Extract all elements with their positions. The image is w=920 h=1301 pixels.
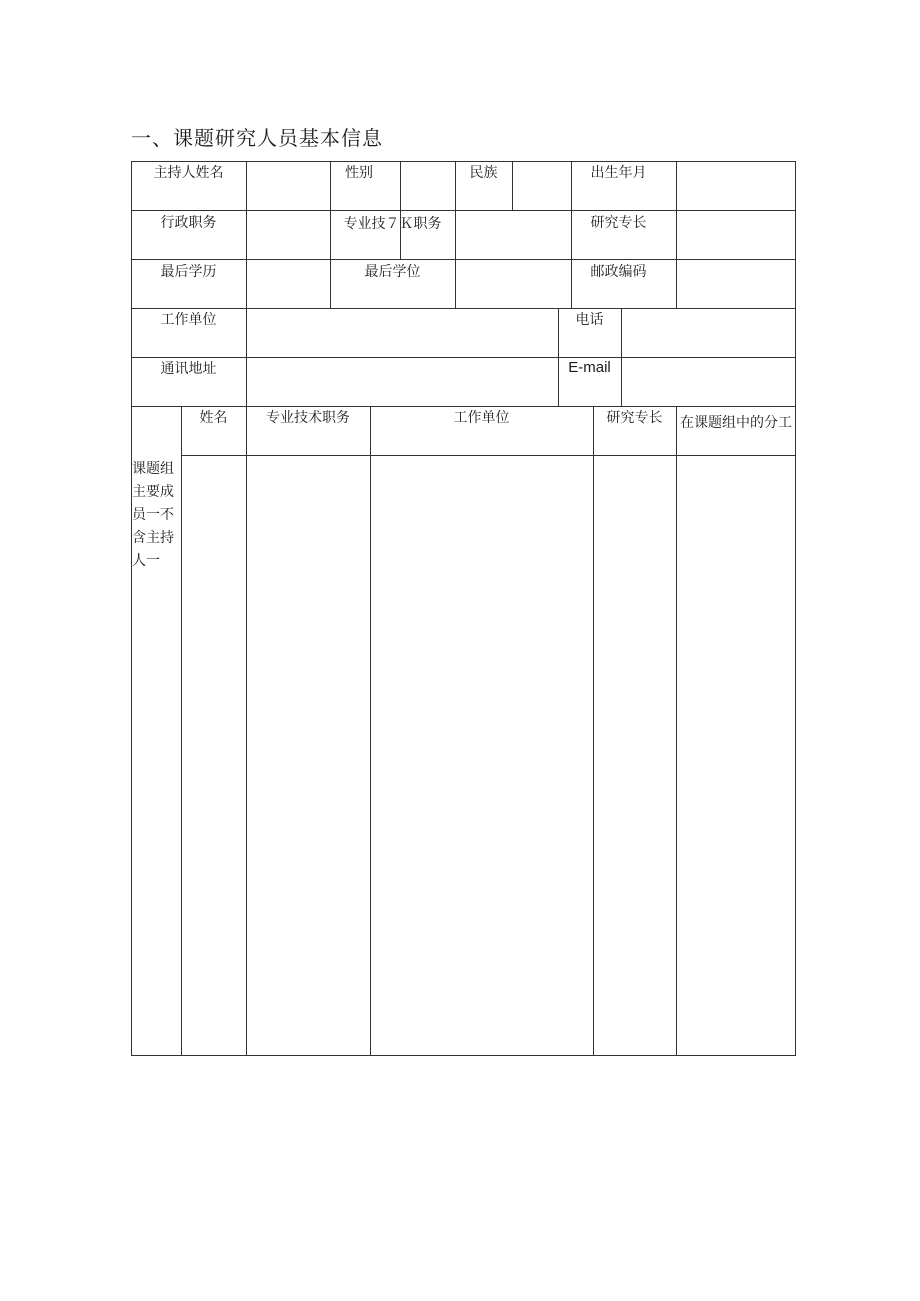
member-header-work-unit: 工作单位 (453, 410, 510, 426)
col-divider (512, 161, 513, 210)
label-research-specialty: 研究专长 (590, 215, 647, 231)
col-divider (593, 406, 594, 1055)
member-header-specialty: 研究专长 (606, 410, 663, 426)
label-tech-post: 专业技７Ｋ职务 (343, 215, 442, 231)
table-border-right (795, 161, 796, 1056)
member-header-tech-post: 专业技术职务 (266, 410, 350, 426)
label-work-unit: 工作单位 (160, 312, 217, 328)
member-header-name: 姓名 (199, 410, 228, 426)
label-last-education: 最后学历 (160, 264, 217, 280)
label-host-name: 主持人姓名 (153, 165, 224, 181)
col-divider (455, 259, 456, 308)
row-divider (131, 259, 796, 260)
label-admin-post: 行政职务 (160, 215, 217, 231)
page-title: 一、课题研究人员基本信息 (131, 126, 383, 150)
label-ethnicity: 民族 (469, 165, 498, 181)
row-divider (131, 210, 796, 211)
table-border-left (131, 161, 132, 1056)
col-divider (676, 210, 677, 259)
member-section-label: 课题组主要成员一不含主持人一 (132, 461, 174, 569)
col-divider (246, 210, 247, 259)
row-divider (131, 406, 796, 407)
col-divider (676, 161, 677, 210)
label-last-degree: 最后学位 (364, 264, 421, 280)
member-header-role: 在课题组中的分工 (680, 415, 792, 431)
member-header-divider (181, 455, 796, 456)
col-divider (246, 308, 247, 406)
label-gender: 性别 (345, 165, 373, 181)
row-divider (131, 357, 796, 358)
col-divider (676, 406, 677, 1055)
col-divider (246, 161, 247, 210)
label-postcode: 邮政编码 (590, 264, 647, 280)
col-divider (246, 259, 247, 308)
label-email: E-mail (568, 359, 611, 376)
col-divider (370, 406, 371, 1055)
col-divider (400, 161, 401, 210)
col-divider (676, 259, 677, 308)
row-divider (131, 308, 796, 309)
col-divider (621, 308, 622, 406)
label-birth: 出生年月 (590, 165, 647, 181)
col-divider (246, 406, 247, 1055)
col-divider (455, 210, 456, 259)
label-phone: 电话 (575, 312, 604, 328)
label-address: 通讯地址 (160, 361, 217, 377)
table-border-top (131, 161, 796, 162)
table-border-bottom (131, 1055, 796, 1056)
